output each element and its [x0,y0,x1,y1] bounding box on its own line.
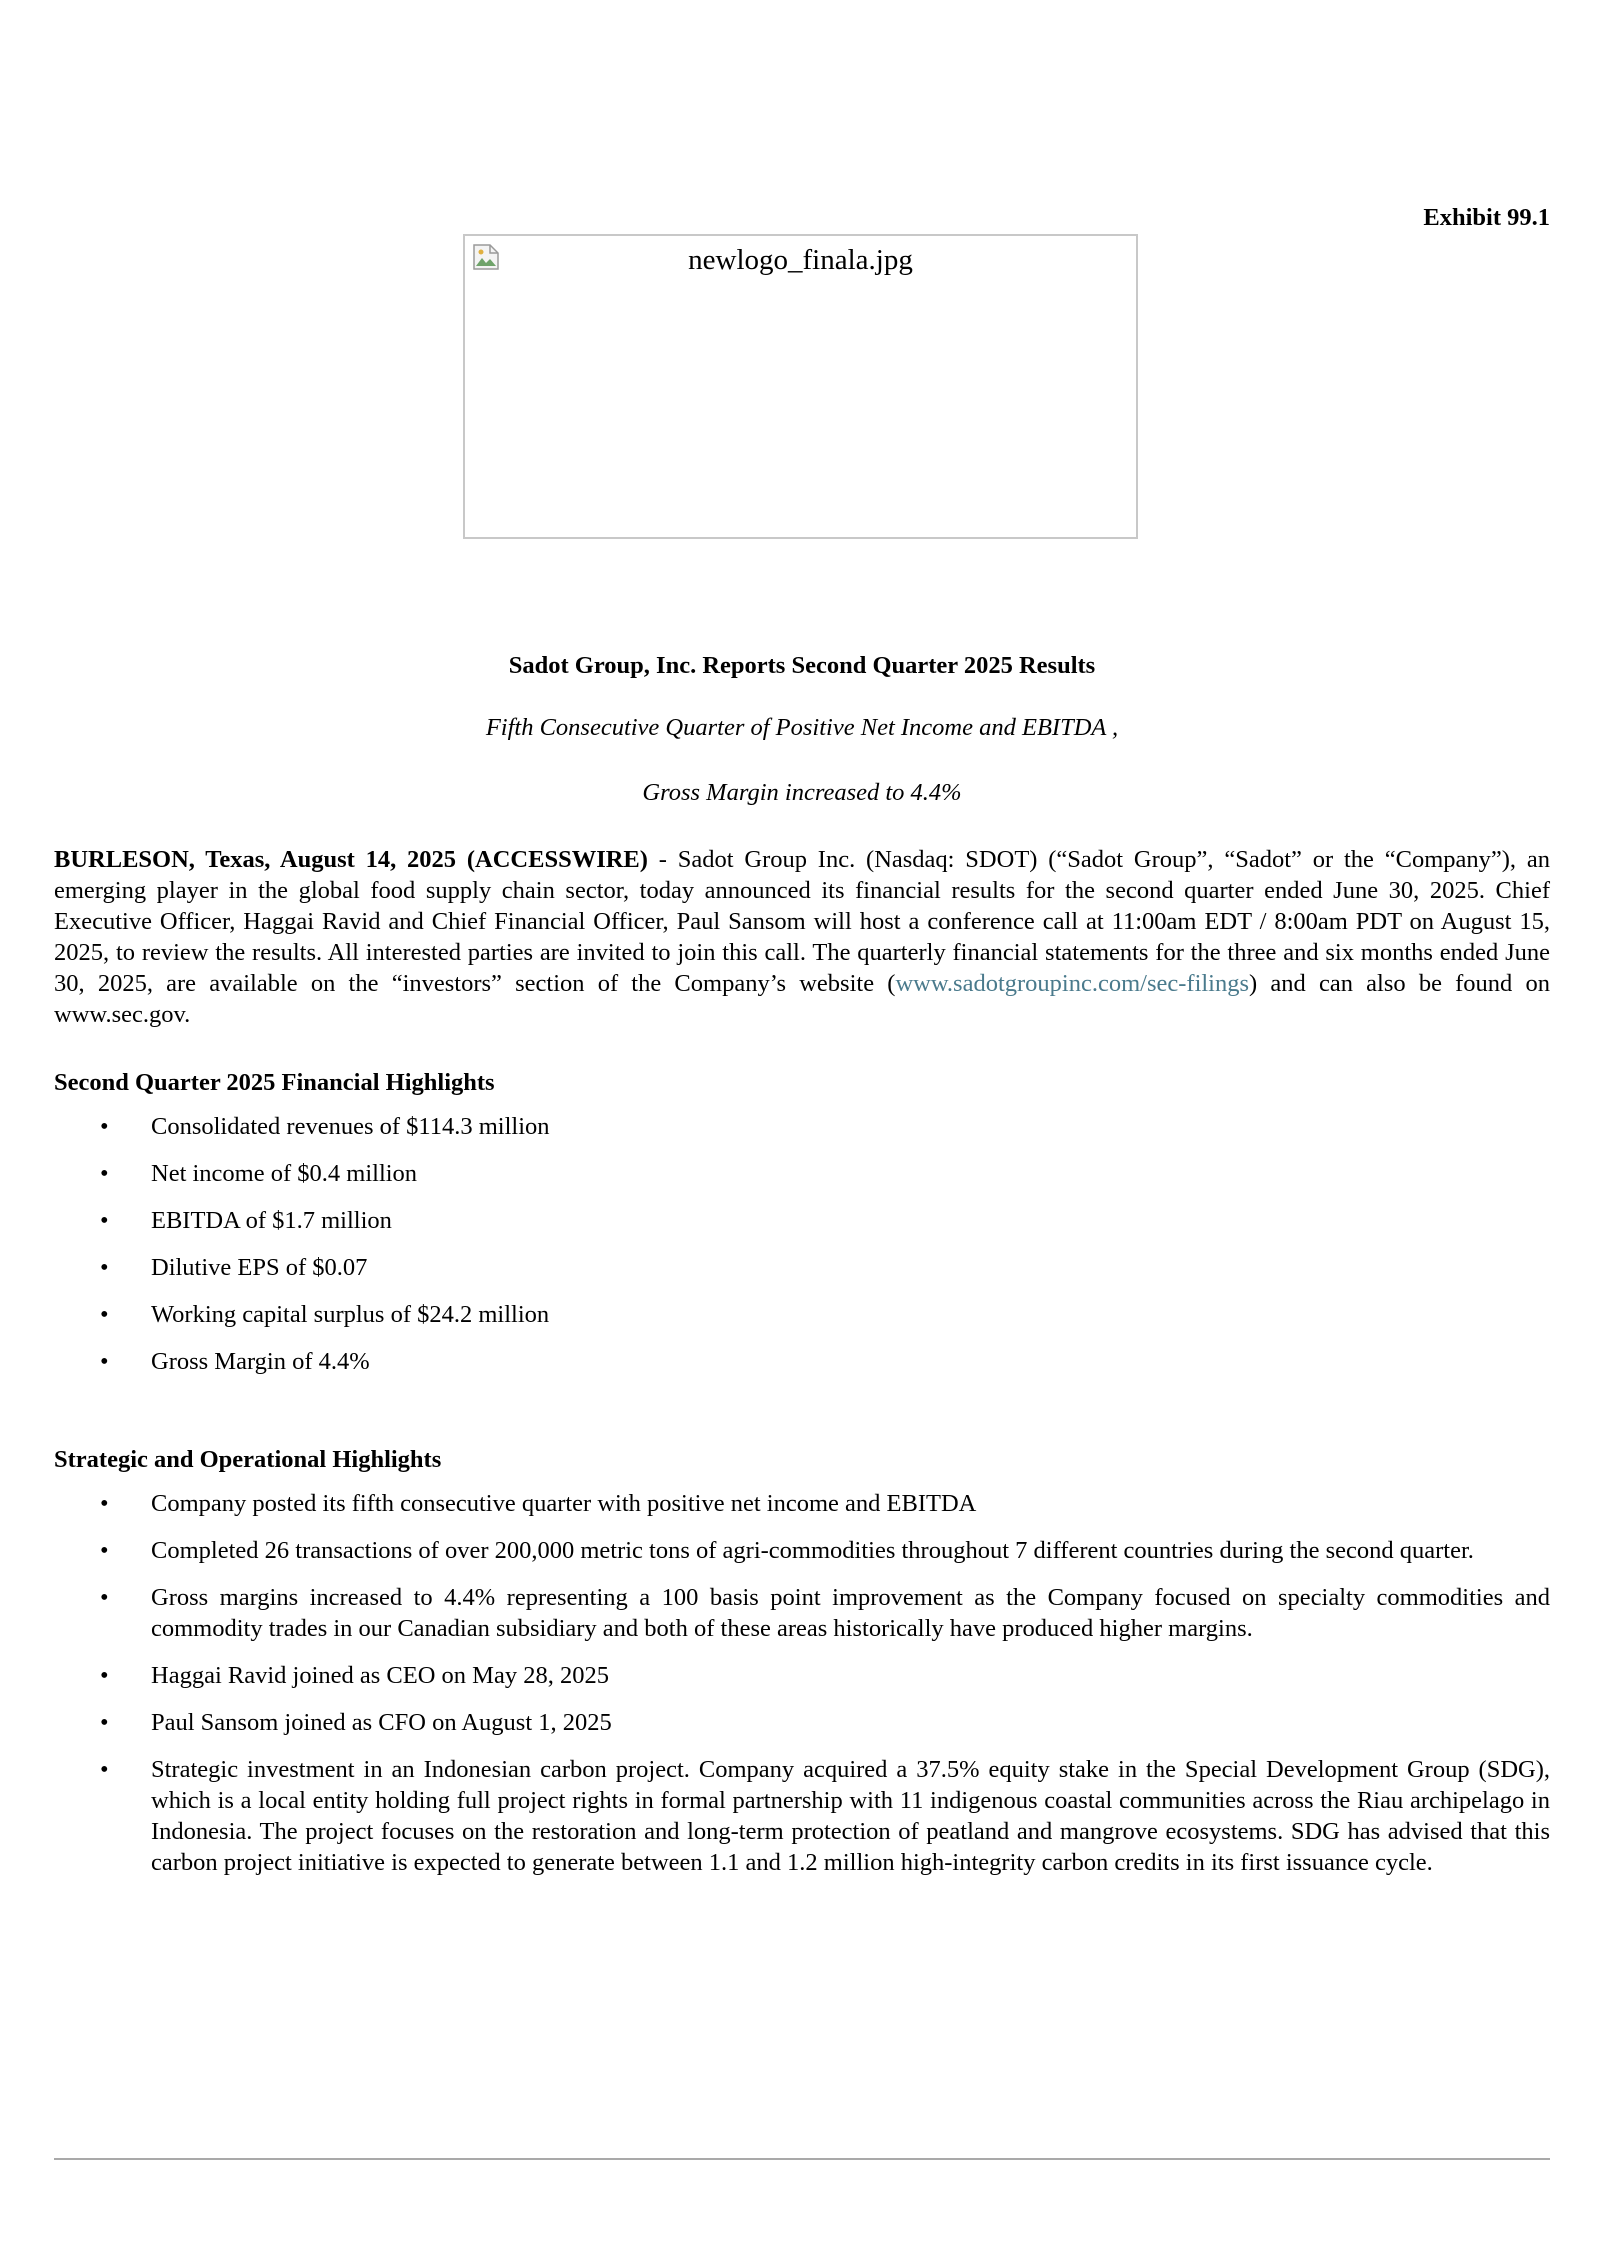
document-page [54,0,1550,2262]
list-item [54,1299,1550,1330]
list-item [54,1252,1550,1283]
list-item [54,1205,1550,1236]
bullet-icon: • [100,1160,109,1187]
list-item [54,1111,1550,1142]
list-item [54,1346,1550,1377]
intro-body-part-2: ) and can also be found on www.sec.gov. [54,970,1550,1028]
list-item-text: Consolidated revenues of $114.3 million [151,1113,550,1140]
bullet-icon: • [100,1709,109,1736]
bullet-icon: • [100,1113,109,1140]
strategic-highlights-list [54,1488,1550,1894]
intro-paragraph [54,844,1550,1030]
financial-highlights-heading: Second Quarter 2025 Financial Highlights [54,1069,495,1096]
bullet-icon: • [100,1662,109,1689]
bullet-icon: • [100,1207,109,1234]
subtitle-gross-margin: Gross Margin increased to 4.4% [642,779,962,806]
list-item-text: Completed 26 transactions of over 200,000 metric tons of agri-commodities throughout 7 different countries during the second quarter. [151,1537,1474,1564]
bullet-icon: • [100,1537,109,1564]
list-item-text: Haggai Ravid joined as CEO on May 28, 2025 [151,1662,609,1689]
bullet-icon: • [100,1348,109,1375]
list-item-text: Net income of $0.4 million [151,1160,418,1187]
logo-alt-text: newlogo_finala.jpg [688,244,913,276]
list-item [54,1707,1550,1738]
company-logo-image [463,234,1138,539]
list-item-text: Gross Margin of 4.4% [151,1348,370,1375]
strategic-highlights-heading: Strategic and Operational Highlights [54,1446,442,1473]
list-item-text: Paul Sansom joined as CFO on August 1, 2025 [151,1709,612,1736]
bullet-icon: • [100,1301,109,1328]
list-item [54,1660,1550,1691]
subtitle-net-income: Fifth Consecutive Quarter of Positive Net Income and EBITDA , [485,714,1119,741]
list-item-text: EBITDA of $1.7 million [151,1207,392,1234]
list-item-text: Strategic investment in an Indonesian carbon project. Company acquired a 37.5% equity stake in the Special Development Group (SDG), which is a local entity holding full project rights in formal partnership with 11 indigenous coastal communities across the Riau archipelago in Indonesia. The project focuses on the restoration and long-term protection of peatland and mangrove ecosystems. SDG has advised that this carbon project initiative is expected to generate between 1.1 and 1.2 million high-integrity carbon credits in its first issuance cycle. [151,1756,1550,1876]
sec-filings-link[interactable]: www.sadotgroupinc.com/sec-filings [895,970,1250,997]
page-divider [54,2158,1550,2160]
list-item-text: Gross margins increased to 4.4% representing a 100 basis point improvement as the Company focused on specialty commodities and commodity trades in our Canadian subsidiary and both of these areas historically have produced higher margins. [151,1584,1550,1642]
list-item [54,1754,1550,1878]
list-item [54,1535,1550,1566]
list-item-text: Company posted its fifth consecutive quarter with positive net income and EBITDA [151,1490,977,1517]
intro-body-part-1: - Sadot Group Inc. (Nasdaq: SDOT) (“Sadot Group”, “Sadot” or the “Company”), an emerging player in the global food supply chain sector, today announced its financial results for the second quarter ended June 30, 2025. Chief Executive Officer, Haggai Ravid and Chief Financial Officer, Paul Sansom will host a conference call at 11:00am EDT / 8:00am PDT on August 15, 2025, to review the results. All interested parties are invited to join this call. The quarterly financial statements for the three and six months ended June 30, 2025, are available on the “investors” section of the Company’s website ( [54,846,1550,997]
list-item [54,1158,1550,1189]
dateline: BURLESON, Texas, August 14, 2025 (ACCESSWIRE) [54,846,648,873]
press-release-title: Sadot Group, Inc. Reports Second Quarter 2025 Results [508,652,1096,679]
list-item [54,1488,1550,1519]
exhibit-label: Exhibit 99.1 [1423,204,1550,231]
bullet-icon: • [100,1584,109,1611]
bullet-icon: • [100,1490,109,1517]
bullet-icon: • [100,1756,109,1783]
list-item [54,1582,1550,1644]
financial-highlights-list [54,1111,1550,1393]
bullet-icon: • [100,1254,109,1281]
list-item-text: Dilutive EPS of $0.07 [151,1254,368,1281]
list-item-text: Working capital surplus of $24.2 million [151,1301,550,1328]
